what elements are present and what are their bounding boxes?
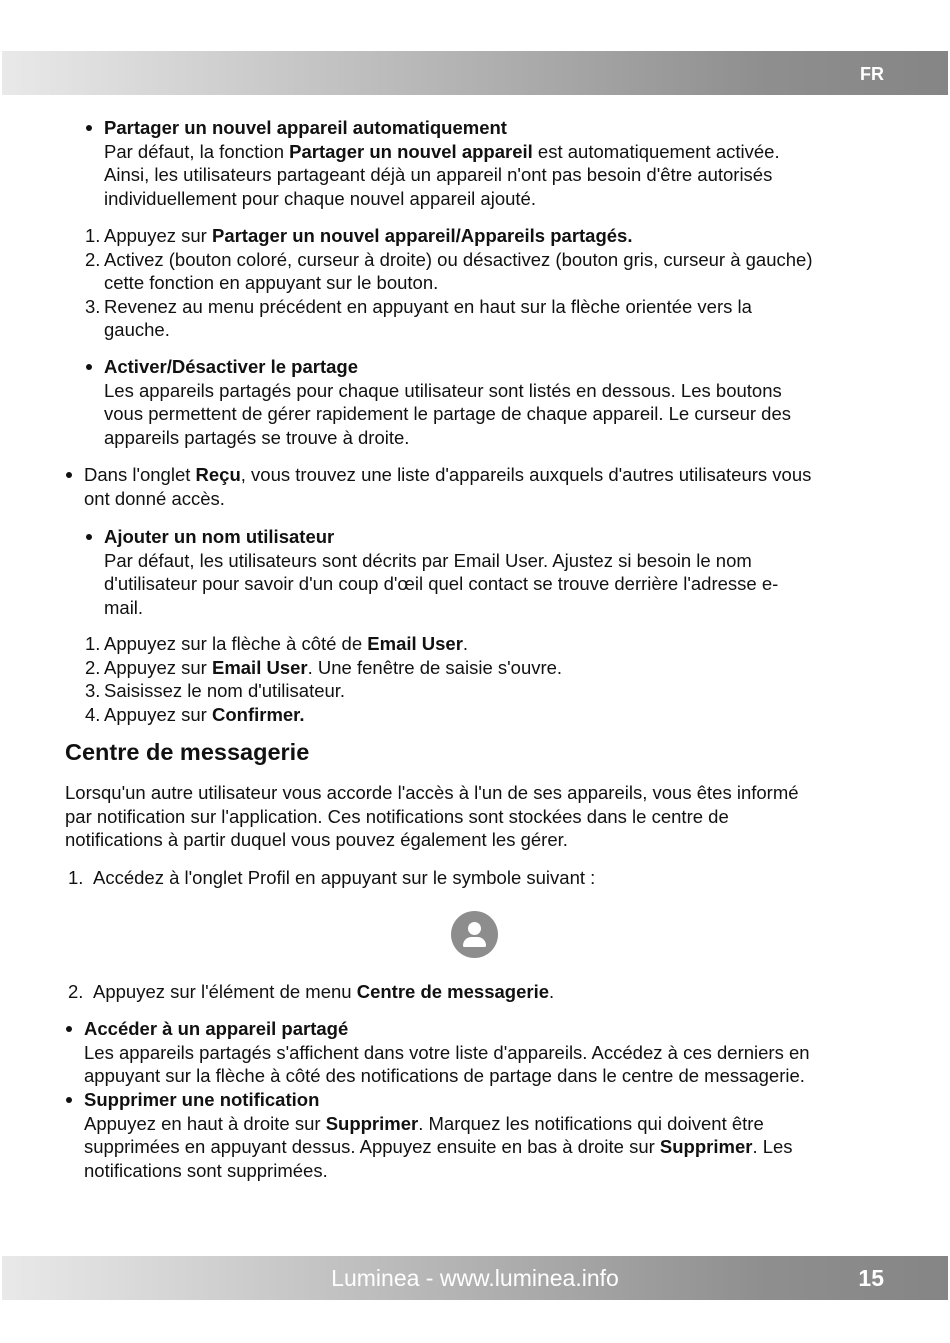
list-item: 2. Appuyez sur Email User. Une fenêtre de saisie s'ouvre. bbox=[85, 656, 563, 678]
list-item: 4. Appuyez sur Confirmer. bbox=[85, 703, 305, 725]
delete-notification-title: Supprimer une notification bbox=[84, 1089, 320, 1110]
toggle-sharing-section bbox=[104, 355, 791, 449]
footer-brand: Luminea - www.luminea.info bbox=[331, 1265, 619, 1291]
language-label: FR bbox=[860, 64, 884, 84]
profile-icon bbox=[451, 911, 498, 958]
section-heading: Centre de messagerie bbox=[65, 739, 310, 765]
username-steps-list bbox=[85, 632, 563, 726]
delete-notification-text: Appuyez en haut à droite sur Supprimer. Marquez les notifications qui doivent être bbox=[84, 1112, 764, 1134]
access-shared-device-title: Accéder à un appareil partagé bbox=[84, 1018, 349, 1039]
list-item: 1. Appuyez sur Partager un nouvel appareil/Appareils partagés. bbox=[85, 225, 633, 246]
toggle-sharing-text: appareils partagés se trouve à droite. bbox=[104, 426, 410, 448]
delete-notification-section bbox=[84, 1088, 793, 1182]
page-number: 15 bbox=[858, 1265, 884, 1291]
received-tab-section bbox=[84, 463, 811, 510]
toggle-sharing-title: Activer/Désactiver le partage bbox=[104, 356, 358, 377]
received-tab-text: Dans l'onglet Reçu, vous trouvez une liste d'appareils auxquels d'autres utilisateurs vous bbox=[84, 464, 812, 485]
access-shared-device-text: Les appareils partagés s'affichent dans votre liste d'appareils. Accédez à ces derniers en bbox=[84, 1041, 810, 1063]
share-new-device-text: Par défaut, la fonction Partager un nouvel appareil est automatiquement activée. bbox=[104, 140, 780, 162]
message-center-step-1: 1. Accédez à l'onglet Profil en appuyant sur le symbole suivant : bbox=[68, 867, 596, 888]
access-shared-device-text: appuyant sur la flèche à côté des notifications de partage dans le centre de messagerie. bbox=[84, 1065, 805, 1086]
share-steps-list bbox=[85, 224, 813, 342]
add-username-title: Ajouter un nom utilisateur bbox=[104, 526, 335, 547]
section-intro: Lorsqu'un autre utilisateur vous accorde l'accès à l'un de ses appareils, vous êtes informé par notification sur l'application. Ces notifications sont stockées dans le centre de notifications à partir duquel vous pouvez également les gérer. bbox=[65, 782, 799, 850]
add-username-section bbox=[104, 525, 778, 619]
delete-notification-text: notifications sont supprimées. bbox=[84, 1159, 328, 1181]
toggle-sharing-text: Les appareils partagés pour chaque utilisateur sont listés en dessous. Les boutons bbox=[104, 379, 782, 401]
list-item: 1. Appuyez sur la flèche à côté de Email User. bbox=[85, 633, 469, 654]
footer-band bbox=[2, 1256, 948, 1300]
add-username-text: d'utilisateur pour savoir d'un coup d'œil quel contact se trouve derrière l'adresse e- bbox=[104, 573, 779, 594]
received-tab-text: ont donné accès. bbox=[84, 487, 225, 509]
list-item: 3. Saisissez le nom d'utilisateur. bbox=[85, 680, 346, 701]
add-username-text: Par défaut, les utilisateurs sont décrits par Email User. Ajustez si besoin le nom bbox=[104, 549, 752, 571]
access-shared-device-section bbox=[84, 1017, 810, 1088]
message-center-step-2: 2. Appuyez sur l'élément de menu Centre de messagerie. bbox=[68, 981, 555, 1002]
share-new-device-text: Ainsi, les utilisateurs partageant déjà un appareil n'ont pas besoin d'être autorisés bbox=[104, 164, 773, 185]
share-new-device-text: individuellement pour chaque nouvel appareil ajouté. bbox=[104, 187, 536, 209]
delete-notification-text: supprimées en appuyant dessus. Appuyez ensuite en bas à droite sur Supprimer. Les bbox=[84, 1136, 793, 1157]
share-new-device-section bbox=[104, 116, 780, 210]
list-item: 3. Revenez au menu précédent en appuyant en haut sur la flèche orientée vers la gauche. bbox=[85, 295, 752, 340]
share-new-device-title: Partager un nouvel appareil automatiquement bbox=[104, 117, 507, 138]
add-username-text: mail. bbox=[104, 596, 144, 618]
list-item: 2. Activez (bouton coloré, curseur à droite) ou désactivez (bouton gris, curseur à gauche) cette fonction en appuyant sur le bouton. bbox=[85, 248, 813, 293]
toggle-sharing-text: vous permettent de gérer rapidement le partage de chaque appareil. Le curseur des bbox=[104, 403, 791, 424]
header-band bbox=[2, 51, 948, 95]
